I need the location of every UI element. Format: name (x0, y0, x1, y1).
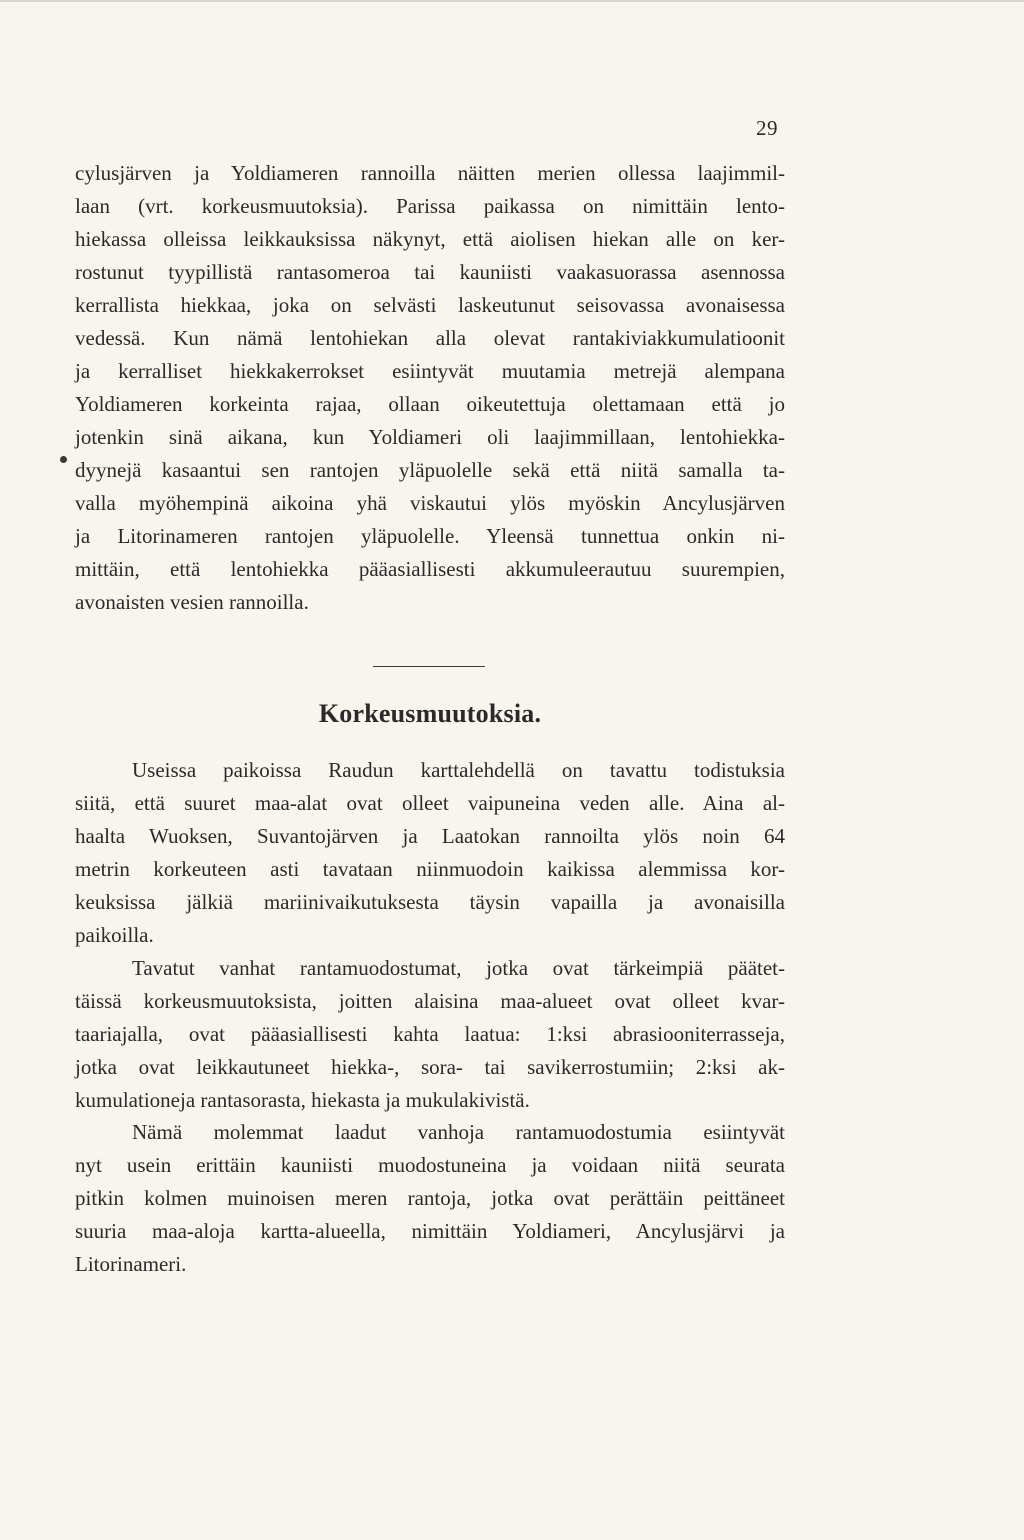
section-heading: Korkeusmuutoksia. (318, 699, 542, 728)
ink-speck (60, 456, 67, 463)
text-line: kerrallista hiekkaa, joka on selvästi laskeutunut seisovassa avonaisessa (75, 293, 785, 317)
text-line: dyynejä kasaantui sen rantojen yläpuolelle sekä että niitä samalla ta- (75, 458, 785, 482)
text-line: avonaisten vesien rannoilla. (75, 590, 309, 614)
text-line: keuksissa jälkiä mariinivaikutuksesta täysin vapailla ja avonaisilla (75, 890, 785, 914)
text-line: Yoldiameren korkeinta rajaa, ollaan oikeutettuja olettamaan että jo (75, 392, 785, 416)
text-line: hiekassa olleissa leikkauksissa näkynyt, että aiolisen hiekan alle on ker- (75, 227, 785, 251)
page-number: 29 (756, 116, 778, 140)
text-line: Tavatut vanhat rantamuodostumat, jotka ovat tärkeimpiä päätet- (132, 956, 785, 980)
text-line: kumulationeja rantasorasta, hiekasta ja mukulakivistä. (75, 1088, 530, 1112)
text-line: taariajalla, ovat pääasiallisesti kahta laatua: 1:ksi abrasiooniterrasseja, (75, 1022, 785, 1046)
text-line: jotenkin sinä aikana, kun Yoldiameri oli laajimmillaan, lentohiekka- (75, 425, 785, 449)
text-line: nyt usein erittäin kauniisti muodostuneina ja voidaan niitä seurata (75, 1153, 785, 1177)
text-line: mittäin, että lentohiekka pääasiallisesti akkumuleerautuu suurempien, (75, 557, 785, 581)
text-line: haalta Wuoksen, Suvantojärven ja Laatokan rannoilta ylös noin 64 (75, 824, 785, 848)
section-divider (373, 666, 485, 667)
text-line: suuria maa-aloja kartta-alueella, nimittäin Yoldiameri, Ancylusjärvi ja (75, 1219, 785, 1243)
text-line: rostunut tyypillistä rantasomeroa tai kauniisti vaakasuorassa asennossa (75, 260, 785, 284)
text-line: pitkin kolmen muinoisen meren rantoja, jotka ovat perättäin peittäneet (75, 1186, 785, 1210)
text-line: Litorinameri. (75, 1252, 187, 1276)
text-line: vedessä. Kun nämä lentohiekan alla olevat rantakiviakkumulatioonit (75, 326, 785, 350)
text-line: laan (vrt. korkeusmuutoksia). Parissa paikassa on nimittäin lento- (75, 194, 785, 218)
text-line: valla myöhempinä aikoina yhä viskautui ylös myöskin Ancylusjärven (75, 491, 785, 515)
text-line: metrin korkeuteen asti tavataan niinmuodoin kaikissa alemmissa kor- (75, 857, 785, 881)
text-line: Useissa paikoissa Raudun karttalehdellä on tavattu todistuksia (132, 758, 785, 782)
text-line: siitä, että suuret maa-alat ovat olleet vaipuneina veden alle. Aina al- (75, 791, 785, 815)
text-line: paikoilla. (75, 923, 154, 947)
text-line: Nämä molemmat laadut vanhoja rantamuodostumia esiintyvät (132, 1120, 785, 1144)
text-line: cylusjärven ja Yoldiameren rannoilla näitten merien ollessa laajimmil- (75, 161, 785, 185)
text-line: täissä korkeusmuutoksista, joitten alaisina maa-alueet ovat olleet kvar- (75, 989, 785, 1013)
text-line: jotka ovat leikkautuneet hiekka-, sora- tai savikerrostumiin; 2:ksi ak- (75, 1055, 785, 1079)
text-line: ja Litorinameren rantojen yläpuolelle. Yleensä tunnettua onkin ni- (75, 524, 785, 548)
page-top-edge (0, 0, 1024, 2)
text-line: ja kerralliset hiekkakerrokset esiintyvät muutamia metrejä alempana (75, 359, 785, 383)
